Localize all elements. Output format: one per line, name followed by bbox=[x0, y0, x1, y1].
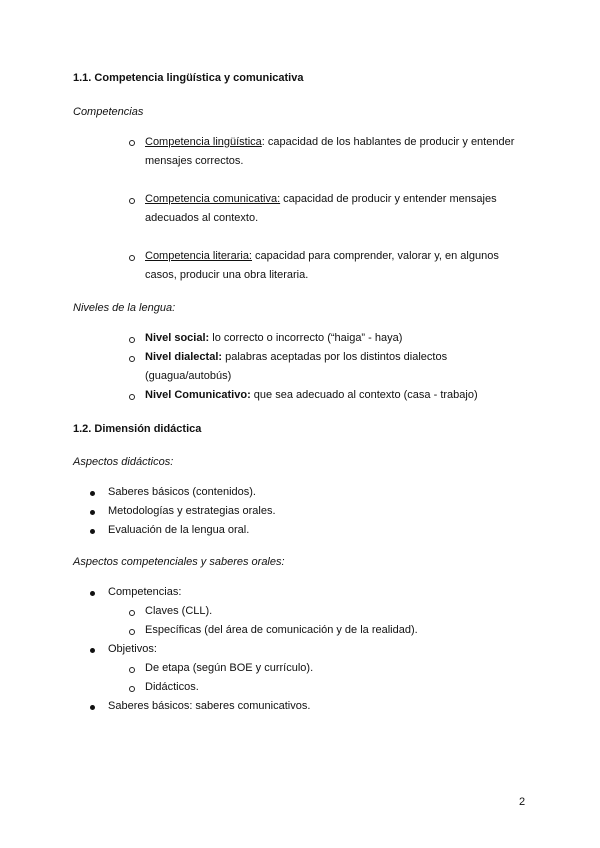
circle-bullet-icon bbox=[129, 686, 135, 692]
competenciales-subitem: Didácticos. bbox=[145, 681, 199, 693]
circle-bullet-icon bbox=[129, 140, 135, 146]
circle-bullet-icon bbox=[129, 610, 135, 616]
nivel-term: Nivel Comunicativo: bbox=[145, 389, 251, 401]
disc-bullet-icon bbox=[90, 491, 95, 496]
page-number: 2 bbox=[519, 796, 526, 808]
circle-bullet-icon bbox=[129, 394, 135, 400]
competencia-desc: capacidad para comprender, valorar y, en algunos bbox=[252, 250, 499, 262]
nivel-desc-cont: (guagua/autobús) bbox=[145, 370, 232, 382]
competenciales-subitem: Claves (CLL). bbox=[145, 605, 213, 617]
nivel-term: Nivel social: bbox=[145, 332, 210, 344]
nivel-item-3 bbox=[145, 389, 478, 401]
disc-bullet-icon bbox=[90, 648, 95, 653]
competenciales-item-2: Objetivos: bbox=[108, 643, 157, 655]
section-heading-2: 1.2. Dimensión didáctica bbox=[73, 423, 202, 435]
competenciales-subitem: De etapa (según BOE y currículo). bbox=[145, 662, 314, 674]
circle-bullet-icon bbox=[129, 629, 135, 635]
disc-bullet-icon bbox=[90, 591, 95, 596]
nivel-item-1 bbox=[145, 332, 402, 344]
aspectos-label: Aspectos didácticos: bbox=[73, 456, 174, 468]
competencia-desc-cont: casos, producir una obra literaria. bbox=[145, 269, 309, 281]
nivel-desc: lo correcto o incorrecto (“haiga” - haya) bbox=[209, 332, 403, 344]
circle-bullet-icon bbox=[129, 255, 135, 261]
circle-bullet-icon bbox=[129, 337, 135, 343]
aspecto-item: Metodologías y estrategias orales. bbox=[108, 505, 276, 517]
competencias-label: Competencias bbox=[73, 106, 144, 118]
competencia-term: Competencia literaria: bbox=[145, 250, 252, 262]
competencia-desc: capacidad de producir y entender mensajes bbox=[280, 193, 497, 205]
aspecto-item: Saberes básicos (contenidos). bbox=[108, 486, 256, 498]
competenciales-subitem: Específicas (del área de comunicación y de la realidad). bbox=[145, 624, 418, 636]
circle-bullet-icon bbox=[129, 198, 135, 204]
competencia-item-2 bbox=[145, 193, 497, 205]
competencia-desc-cont: adecuados al contexto. bbox=[145, 212, 259, 224]
competencia-item-1 bbox=[145, 136, 514, 148]
competencia-item-3 bbox=[145, 250, 499, 262]
competencia-term: Competencia comunicativa: bbox=[145, 193, 281, 205]
aspecto-item: Evaluación de la lengua oral. bbox=[108, 524, 250, 536]
nivel-term: Nivel dialectal: bbox=[145, 351, 223, 363]
disc-bullet-icon bbox=[90, 705, 95, 710]
nivel-item-2 bbox=[145, 351, 447, 363]
disc-bullet-icon bbox=[90, 510, 95, 515]
competencia-sep: : bbox=[261, 136, 265, 148]
competenciales-item-1: Competencias: bbox=[108, 586, 182, 598]
nivel-desc: palabras aceptadas por los distintos dialectos bbox=[222, 351, 448, 363]
niveles-label: Niveles de la lengua: bbox=[73, 302, 176, 314]
circle-bullet-icon bbox=[129, 667, 135, 673]
disc-bullet-icon bbox=[90, 529, 95, 534]
competencia-term: Competencia lingüística bbox=[145, 136, 262, 148]
section-heading-1: 1.1. Competencia lingüística y comunicativa bbox=[73, 72, 304, 84]
circle-bullet-icon bbox=[129, 356, 135, 362]
competencia-desc: capacidad de los hablantes de producir y entender bbox=[264, 136, 515, 148]
competenciales-item-3: Saberes básicos: saberes comunicativos. bbox=[108, 700, 311, 712]
competencia-desc-cont: mensajes correctos. bbox=[145, 155, 244, 167]
nivel-desc: que sea adecuado al contexto (casa - trabajo) bbox=[250, 389, 478, 401]
competenciales-label: Aspectos competenciales y saberes orales: bbox=[73, 556, 285, 568]
